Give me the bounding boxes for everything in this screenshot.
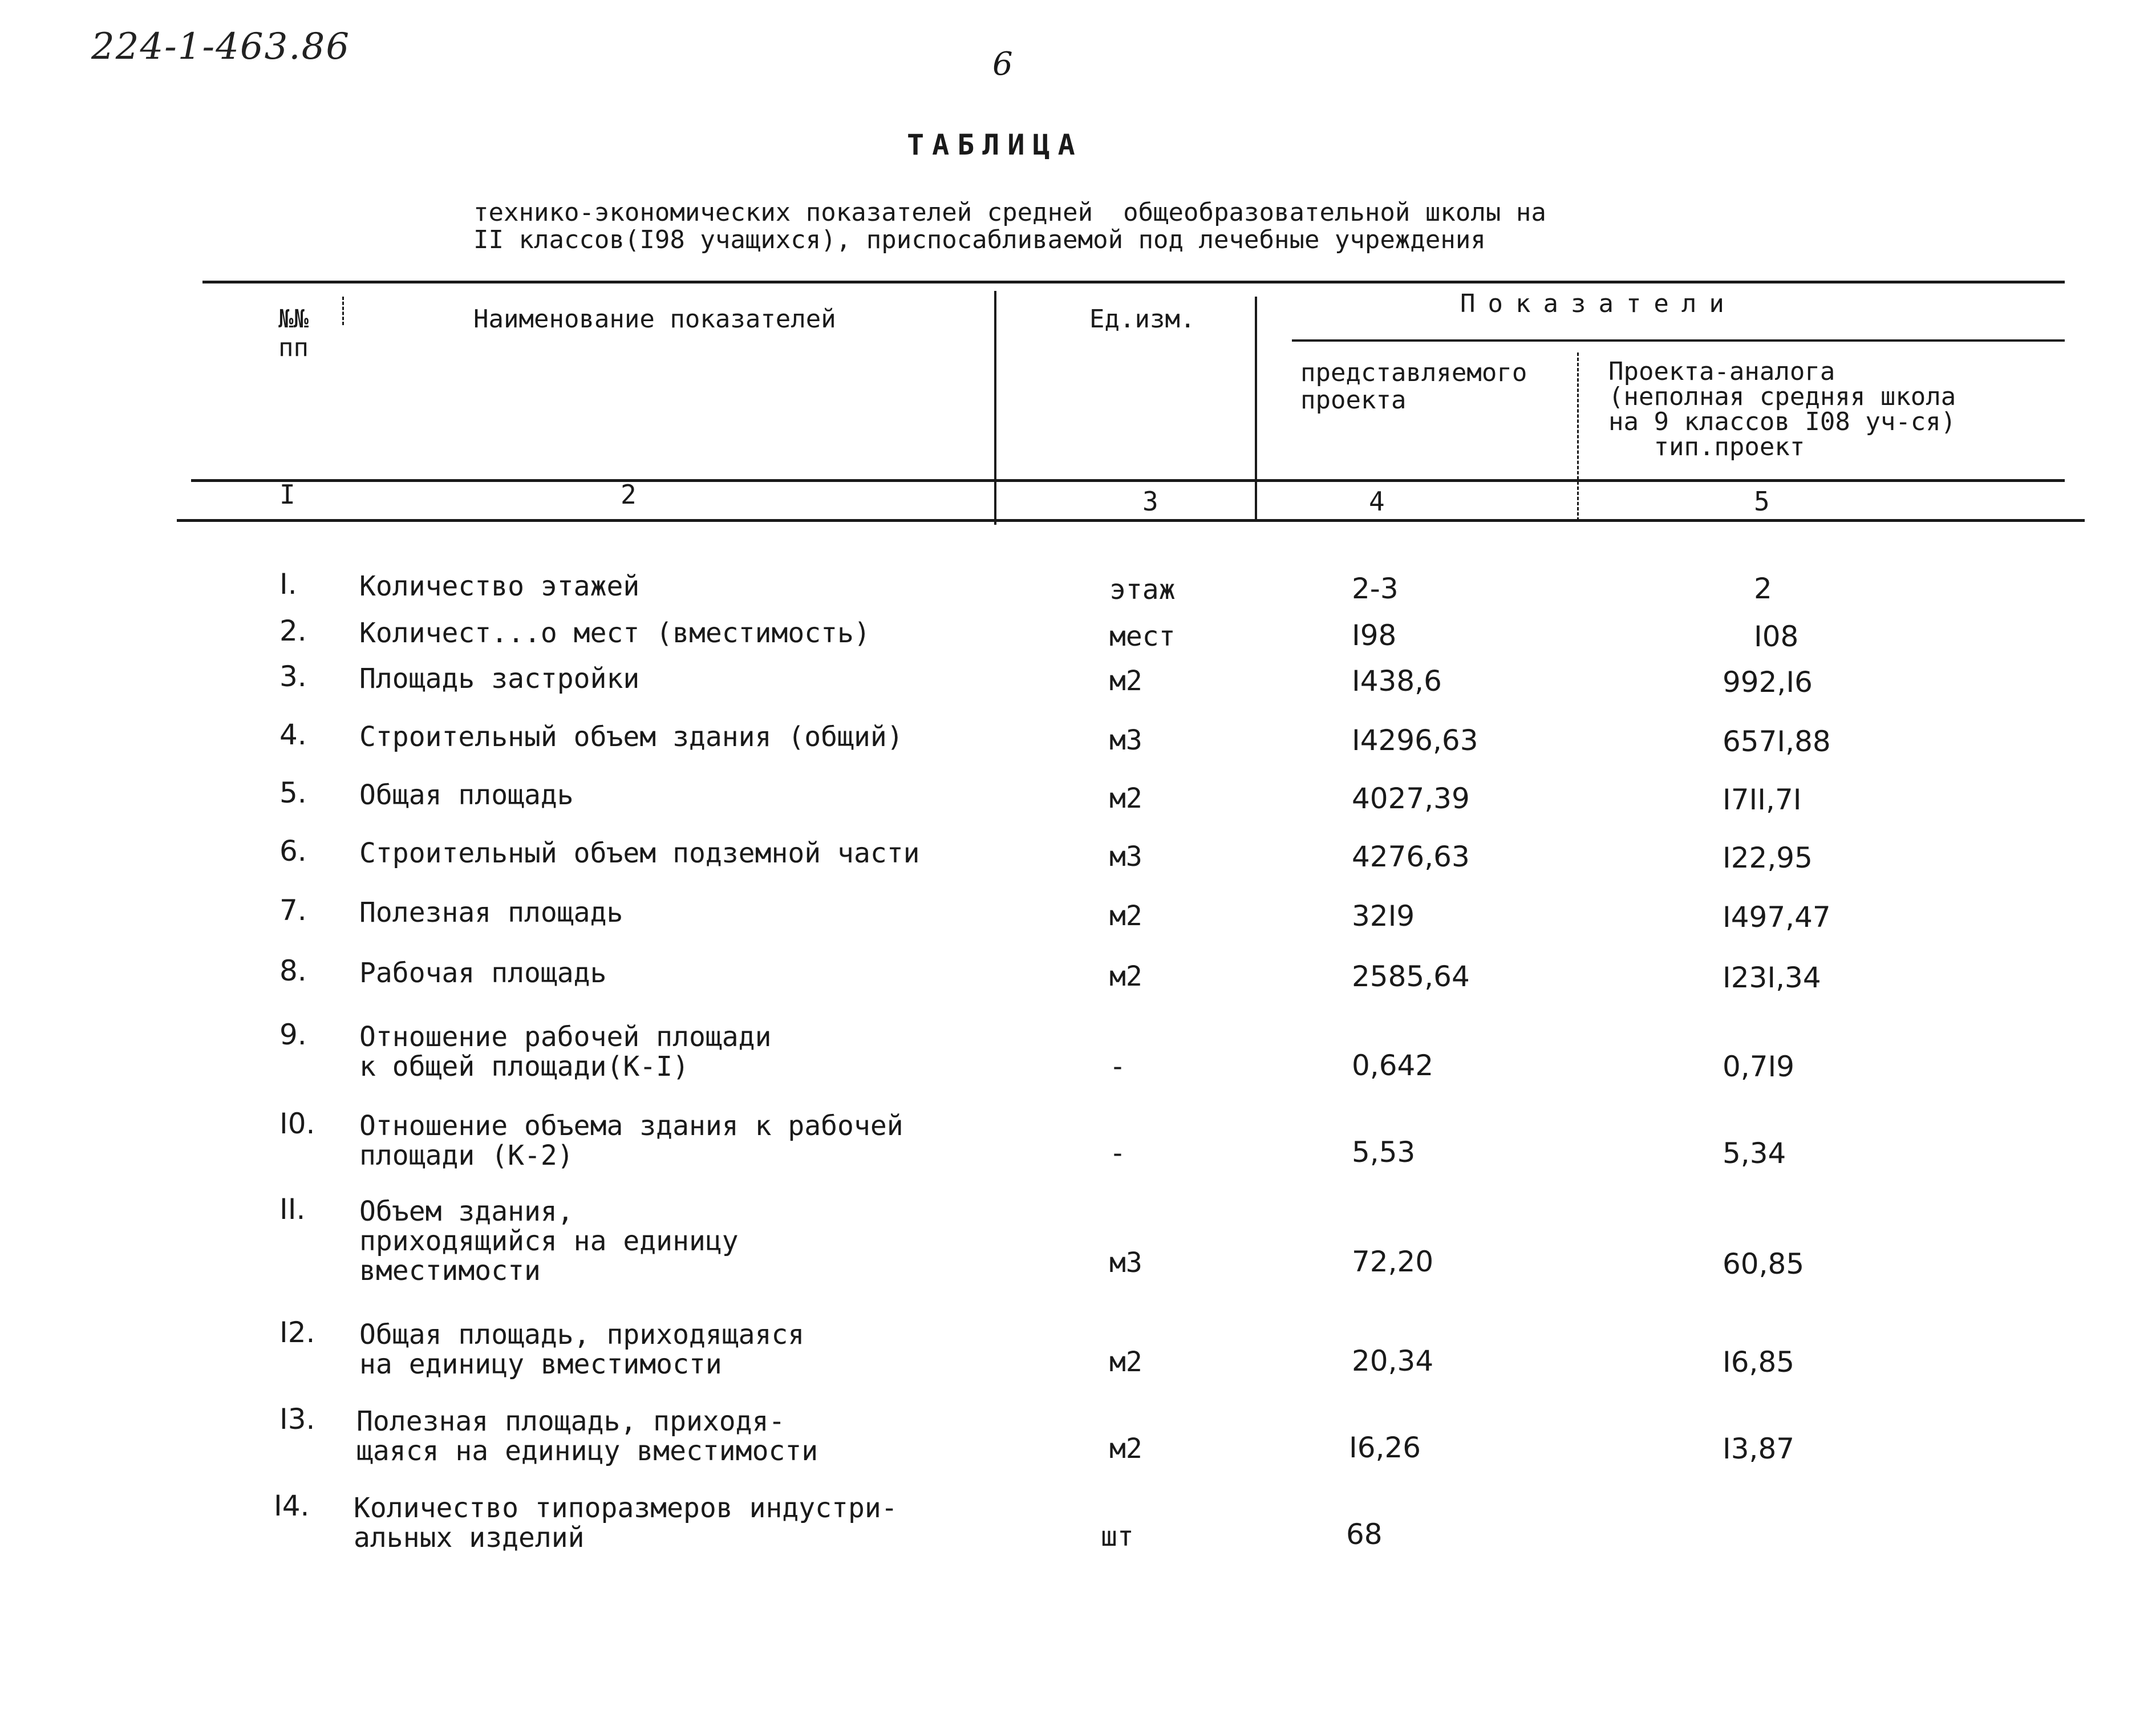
- row-number: I2.: [279, 1316, 315, 1349]
- row-value-analog: 2: [1754, 572, 1772, 605]
- row-unit: м3: [1109, 724, 1142, 756]
- row-value-project: I98: [1352, 619, 1397, 652]
- row-value-project: 4276,63: [1352, 840, 1470, 873]
- subtitle-line-2: II классов(I98 учащихся), приспосабливаемой под лечебные учреждения: [473, 225, 1486, 254]
- row-value-project: 5,53: [1352, 1136, 1416, 1169]
- row-number: I3.: [279, 1403, 315, 1436]
- row-value-analog: 992,I6: [1723, 666, 1813, 699]
- row-value-project: 20,34: [1352, 1344, 1434, 1377]
- row-number: 5.: [279, 776, 307, 809]
- row-value-project: I4296,63: [1352, 724, 1478, 757]
- row-number: 9.: [279, 1018, 307, 1051]
- row-unit: м2: [1109, 1346, 1142, 1378]
- header-name: Наименование показателей: [473, 305, 836, 334]
- row-name: Полезная площадь: [359, 897, 623, 929]
- row-value-project: 68: [1346, 1518, 1383, 1551]
- row-number: 7.: [279, 894, 307, 927]
- divider-project-analog: [1577, 352, 1579, 521]
- row-value-analog: I3,87: [1723, 1432, 1795, 1465]
- row-value-analog: I23I,34: [1723, 961, 1821, 994]
- row-name: Общая площадь: [359, 779, 574, 811]
- row-value-project: 4027,39: [1352, 782, 1470, 815]
- row-number: I0.: [279, 1107, 315, 1140]
- row-unit: м2: [1109, 961, 1142, 992]
- document-number: 224-1-463.86: [91, 26, 351, 68]
- row-name: Полезная площадь, приходя- щаяся на единицу вместимости: [356, 1405, 818, 1467]
- row-value-analog: 657I,88: [1723, 725, 1831, 758]
- row-value-analog: I22,95: [1723, 841, 1813, 874]
- row-unit: м3: [1109, 1247, 1142, 1279]
- row-name: Рабочая площадь: [359, 957, 607, 989]
- row-number: 8.: [279, 954, 307, 987]
- row-name: Отношение рабочей площади к общей площади(К-I): [359, 1021, 772, 1083]
- header-number: №№ пп: [278, 305, 309, 362]
- divider-unit-values: [1255, 297, 1257, 522]
- page-number: 6: [992, 46, 1013, 83]
- column-numbers-bottom-border: [177, 519, 2085, 522]
- row-name: Отношение объема здания к рабочей площади (К-2): [359, 1110, 903, 1172]
- subtitle-line-1: технико-экономических показателей средней общеобразовательной школы на: [473, 198, 1546, 227]
- divider-name-unit: [994, 291, 996, 525]
- row-unit: м2: [1109, 665, 1142, 697]
- row-name: Количество типоразмеров индустри- альных изделий: [354, 1492, 898, 1554]
- row-value-analog: 60,85: [1723, 1247, 1805, 1281]
- header-analog: Проекта-аналога (неполная средняя школа на 9 классов I08 уч-ся) тип.проект: [1608, 357, 1956, 461]
- row-unit: м2: [1109, 1433, 1142, 1465]
- row-name: Общая площадь, приходящаяся на единицу вместимости: [359, 1319, 805, 1380]
- row-number: I4.: [274, 1489, 310, 1522]
- row-number: 2.: [279, 614, 307, 647]
- column-number-4: 4: [1369, 486, 1385, 517]
- row-unit: м2: [1109, 900, 1142, 932]
- row-unit: мест: [1109, 621, 1176, 653]
- row-value-project: 0,642: [1352, 1049, 1434, 1082]
- column-number-1: I: [279, 479, 295, 510]
- row-value-project: 72,20: [1352, 1245, 1434, 1278]
- row-value-analog: I6,85: [1723, 1346, 1795, 1379]
- row-name: Количество этажей: [359, 570, 640, 602]
- column-number-3: 3: [1142, 486, 1158, 517]
- header-project: представляемого проекта: [1300, 358, 1527, 415]
- row-name: Объем здания, приходящийся на единицу вместимости: [359, 1196, 739, 1287]
- indicators-divider: [1292, 339, 2065, 342]
- row-value-analog: I7II,7I: [1723, 783, 1802, 816]
- row-name: Площадь застройки: [359, 663, 640, 695]
- page-title: ТАБЛИЦА: [907, 128, 1083, 161]
- header-unit: Ед.изм.: [1089, 305, 1195, 334]
- row-value-project: 2-3: [1352, 572, 1399, 605]
- row-value-analog: 0,7I9: [1723, 1050, 1795, 1083]
- row-value-analog: 5,34: [1723, 1137, 1786, 1170]
- row-unit: -: [1109, 1051, 1126, 1083]
- row-number: I.: [279, 568, 297, 601]
- row-name: Строительный объем здания (общий): [359, 721, 903, 753]
- row-number: 4.: [279, 718, 307, 751]
- table-top-border: [202, 281, 2065, 283]
- header-indicators: Показатели: [1460, 289, 1737, 318]
- row-value-analog: I497,47: [1723, 901, 1831, 934]
- row-value-project: 2585,64: [1352, 960, 1470, 993]
- row-name: Количест...о мест (вместимость): [359, 617, 870, 649]
- row-unit: м2: [1109, 783, 1142, 815]
- divider-num-name: [342, 297, 344, 325]
- column-number-5: 5: [1754, 486, 1770, 517]
- row-value-project: I6,26: [1349, 1431, 1421, 1464]
- row-value-analog: I08: [1754, 620, 1799, 653]
- column-number-2: 2: [621, 479, 637, 510]
- header-bottom-border: [191, 479, 2065, 482]
- row-value-project: I438,6: [1352, 664, 1442, 698]
- row-unit: этаж: [1109, 574, 1176, 606]
- row-number: 3.: [279, 660, 307, 693]
- row-number: 6.: [279, 834, 307, 868]
- row-name: Строительный объем подземной части: [359, 837, 920, 869]
- row-value-project: 32I9: [1352, 899, 1415, 933]
- row-number: II.: [279, 1193, 306, 1226]
- row-unit: м3: [1109, 841, 1142, 873]
- row-unit: -: [1109, 1137, 1126, 1169]
- row-unit: шт: [1101, 1521, 1134, 1553]
